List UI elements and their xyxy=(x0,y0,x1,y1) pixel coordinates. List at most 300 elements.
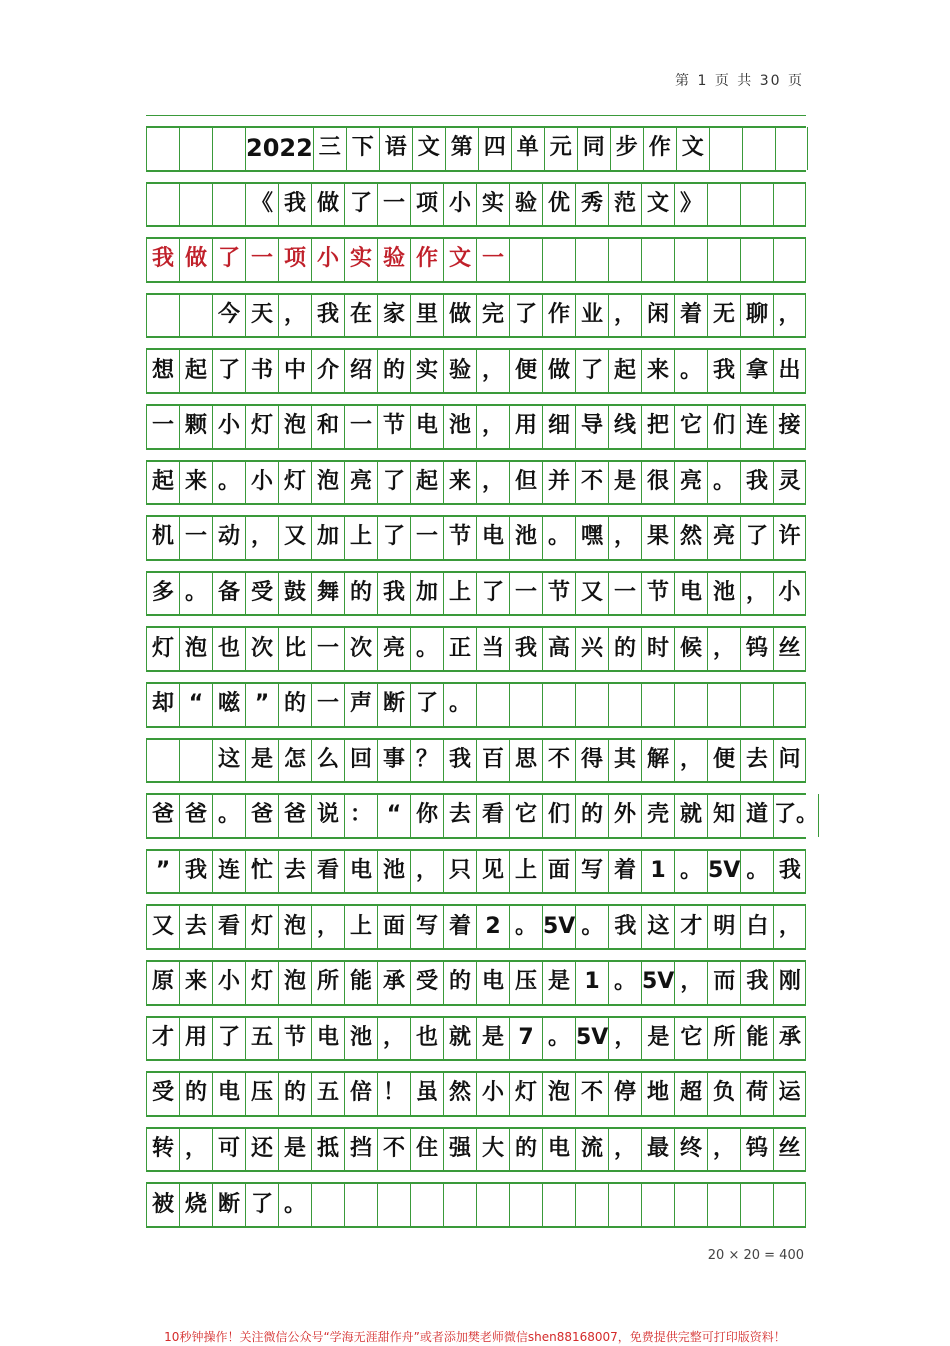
grid-cell: 回 xyxy=(344,739,377,782)
grid-cell: 是 xyxy=(476,1017,509,1060)
grid-cell: ， xyxy=(740,572,773,615)
grid-row xyxy=(146,337,806,393)
grid-cell: 。 xyxy=(707,461,740,504)
grid-cell: 去 xyxy=(740,739,773,782)
grid-cell: 终 xyxy=(674,1128,707,1171)
grid-cell: 负 xyxy=(707,1072,740,1115)
grid-cell: 明 xyxy=(707,905,740,948)
grid-cell: 灵 xyxy=(773,461,806,504)
manuscript-grid xyxy=(146,115,819,1227)
grid-cell: 项 xyxy=(278,238,311,281)
grid-cell: 书 xyxy=(245,349,278,392)
grid-cell: 作 xyxy=(643,127,676,170)
grid-cell: 也 xyxy=(410,1017,443,1060)
grid-cell: “ xyxy=(377,794,410,837)
footer-note: 10秒钟操作！关注微信公众号“学海无涯甜作舟”或者添加樊老师微信shen88168007，免费提供完整可打印版资料！ xyxy=(164,1330,786,1344)
grid-cell: 流 xyxy=(575,1128,608,1171)
grid-cell: 壳 xyxy=(641,794,674,837)
grid-row xyxy=(146,1005,806,1061)
grid-cell: 见 xyxy=(476,850,509,893)
grid-cell: 我 xyxy=(740,461,773,504)
grid-cell: 然 xyxy=(443,1072,476,1115)
grid-cell: 三 xyxy=(313,127,346,170)
grid-cell: 节 xyxy=(278,1017,311,1060)
grid-cell: ” xyxy=(245,683,278,726)
grid-cell: 次 xyxy=(245,627,278,670)
grid-cell: 写 xyxy=(410,905,443,948)
grid-cell: 做 xyxy=(542,349,575,392)
grid-cell: 了 xyxy=(212,238,245,281)
grid-cell: 的 xyxy=(278,1072,311,1115)
grid-cell: 一 xyxy=(476,238,509,281)
grid-cell: 线 xyxy=(608,405,641,448)
grid-cell: 却 xyxy=(146,683,179,726)
grid-cell: 电 xyxy=(212,1072,245,1115)
grid-cell xyxy=(641,683,674,726)
grid-cell: 刚 xyxy=(773,961,806,1004)
grid-cell: 很 xyxy=(641,461,674,504)
grid-cell: 了 xyxy=(212,1017,245,1060)
grid-cell: 灯 xyxy=(245,905,278,948)
grid-cell: 介 xyxy=(311,349,344,392)
grid-cell xyxy=(674,238,707,281)
grid-cell: ， xyxy=(377,1017,410,1060)
grid-cell: 受 xyxy=(410,961,443,1004)
grid-cell: 正 xyxy=(443,627,476,670)
grid-cell: 家 xyxy=(377,294,410,337)
grid-cell: 爸 xyxy=(179,794,212,837)
grid-cell: 一 xyxy=(245,238,278,281)
grid-cell: 《 xyxy=(245,183,278,226)
grid-cell: 是 xyxy=(278,1128,311,1171)
grid-cell: 泡 xyxy=(311,461,344,504)
grid-cell: 许 xyxy=(773,516,806,559)
grid-cell: 导 xyxy=(575,405,608,448)
grid-cell: 虽 xyxy=(410,1072,443,1115)
grid-cell: 泡 xyxy=(278,405,311,448)
grid-cell: 节 xyxy=(542,572,575,615)
grid-cell: 多 xyxy=(146,572,179,615)
grid-cell: 受 xyxy=(146,1072,179,1115)
grid-cell: 起 xyxy=(146,461,179,504)
grid-cell: 池 xyxy=(377,850,410,893)
grid-cell: 一 xyxy=(608,572,641,615)
grid-cell: 小 xyxy=(245,461,278,504)
grid-row xyxy=(146,226,806,282)
grid-cell: 来 xyxy=(179,961,212,1004)
grid-cell: 电 xyxy=(476,961,509,1004)
grid-cell xyxy=(509,238,542,281)
grid-cell: 和 xyxy=(311,405,344,448)
grid-cell: 白 xyxy=(740,905,773,948)
grid-cell: ， xyxy=(476,405,509,448)
grid-cell: 细 xyxy=(542,405,575,448)
grid-cell: 着 xyxy=(608,850,641,893)
grid-cell: 备 xyxy=(212,572,245,615)
grid-row xyxy=(146,393,806,449)
grid-cell: 5V xyxy=(707,850,740,893)
grid-cell: 它 xyxy=(509,794,542,837)
grid-cell: 比 xyxy=(278,627,311,670)
grid-cell: 把 xyxy=(641,405,674,448)
page-number: 第 1 页 共 30 页 xyxy=(675,73,804,89)
grid-cell xyxy=(707,1183,740,1226)
grid-cell: 写 xyxy=(575,850,608,893)
grid-cell: 了 xyxy=(344,183,377,226)
grid-row xyxy=(146,1116,806,1172)
grid-cell xyxy=(775,127,808,170)
grid-cell: 灯 xyxy=(245,961,278,1004)
grid-cell: 但 xyxy=(509,461,542,504)
grid-cell xyxy=(740,238,773,281)
grid-cell: 想 xyxy=(146,349,179,392)
grid-cell: 泡 xyxy=(278,905,311,948)
grid-cell: 百 xyxy=(476,739,509,782)
grid-cell: 了 xyxy=(509,294,542,337)
grid-cell: 是 xyxy=(542,961,575,1004)
grid-cell: 第 xyxy=(445,127,478,170)
grid-row xyxy=(146,671,806,727)
grid-cell: 无 xyxy=(707,294,740,337)
grid-cell: 舞 xyxy=(311,572,344,615)
grid-cell: 所 xyxy=(311,961,344,1004)
grid-cell: 外 xyxy=(608,794,641,837)
grid-cell xyxy=(641,1183,674,1226)
grid-cell: 。 xyxy=(575,905,608,948)
grid-cell: 不 xyxy=(575,461,608,504)
grid-cell: 我 xyxy=(773,850,806,893)
row-cells xyxy=(146,682,806,727)
grid-cell: 》 xyxy=(674,183,707,226)
grid-cell: ， xyxy=(707,1128,740,1171)
grid-cell: 我 xyxy=(179,850,212,893)
grid-cell: 忙 xyxy=(245,850,278,893)
grid-cell xyxy=(476,683,509,726)
grid-cell: 超 xyxy=(674,1072,707,1115)
grid-cell: 鼓 xyxy=(278,572,311,615)
grid-cell: 我 xyxy=(509,627,542,670)
grid-cell: 。 xyxy=(179,572,212,615)
grid-cell: 作 xyxy=(542,294,575,337)
row-cells xyxy=(146,960,806,1005)
grid-cell: 是 xyxy=(641,1017,674,1060)
grid-cell xyxy=(709,127,742,170)
grid-cell: 完 xyxy=(476,294,509,337)
grid-cell: 验 xyxy=(443,349,476,392)
grid-cell xyxy=(146,294,179,337)
grid-cell: 机 xyxy=(146,516,179,559)
grid-cell: 倍 xyxy=(344,1072,377,1115)
grid-cell: 它 xyxy=(674,405,707,448)
row-cells xyxy=(146,626,806,671)
grid-cell: 秀 xyxy=(575,183,608,226)
grid-cell: 候 xyxy=(674,627,707,670)
row-cells xyxy=(146,738,806,783)
grid-cell: 不 xyxy=(377,1128,410,1171)
row-cells xyxy=(146,126,806,171)
grid-cell: 钨 xyxy=(740,1128,773,1171)
grid-cell: 加 xyxy=(410,572,443,615)
grid-cell: 用 xyxy=(509,405,542,448)
grid-cell: 电 xyxy=(674,572,707,615)
grid-cell: 问 xyxy=(773,739,806,782)
grid-cell: 连 xyxy=(212,850,245,893)
grid-cell: 思 xyxy=(509,739,542,782)
grid-cell: 的 xyxy=(179,1072,212,1115)
grid-cell: 嘿 xyxy=(575,516,608,559)
grid-row xyxy=(146,727,806,783)
grid-cell: ， xyxy=(311,905,344,948)
row-cells xyxy=(146,348,806,393)
grid-row xyxy=(146,1060,806,1116)
row-cells xyxy=(146,1016,806,1061)
grid-cell xyxy=(773,1183,806,1226)
grid-cell: 。 xyxy=(542,516,575,559)
grid-cell: 验 xyxy=(377,238,410,281)
grid-cell xyxy=(311,1183,344,1226)
grid-cell: 起 xyxy=(179,349,212,392)
grid-cell xyxy=(146,739,179,782)
grid-cell: 语 xyxy=(379,127,412,170)
grid-cell: 小 xyxy=(311,238,344,281)
grid-cell: 断 xyxy=(212,1183,245,1226)
grid-row xyxy=(146,893,806,949)
grid-cell xyxy=(707,183,740,226)
grid-cell xyxy=(476,1183,509,1226)
grid-cell: 我 xyxy=(608,905,641,948)
grid-cell: 2 xyxy=(476,905,509,948)
grid-cell: 看 xyxy=(476,794,509,837)
grid-cell xyxy=(344,1183,377,1226)
grid-cell: 还 xyxy=(245,1128,278,1171)
grid-cell xyxy=(742,127,775,170)
grid-cell: 便 xyxy=(707,739,740,782)
grid-cell: ， xyxy=(179,1128,212,1171)
grid-cell: 这 xyxy=(212,739,245,782)
grid-cell: 时 xyxy=(641,627,674,670)
grid-cell: 灯 xyxy=(278,461,311,504)
grid-cell: 2022 xyxy=(245,127,313,170)
grid-cell: 可 xyxy=(212,1128,245,1171)
grid-cell: 步 xyxy=(610,127,643,170)
grid-cell: 。 xyxy=(509,905,542,948)
grid-cell: 的 xyxy=(608,627,641,670)
grid-cell: 爸 xyxy=(245,794,278,837)
grid-cell: 的 xyxy=(443,961,476,1004)
grid-cell: 说 xyxy=(311,794,344,837)
grid-cell: 丝 xyxy=(773,1128,806,1171)
grid-cell: 烧 xyxy=(179,1183,212,1226)
grid-cell: 便 xyxy=(509,349,542,392)
grid-cell: 我 xyxy=(443,739,476,782)
grid-cell: 断 xyxy=(377,683,410,726)
grid-cell: 天 xyxy=(245,294,278,337)
grid-cell: 的 xyxy=(509,1128,542,1171)
grid-cell: ？ xyxy=(410,739,443,782)
grid-cell: ， xyxy=(674,739,707,782)
grid-cell: 爸 xyxy=(146,794,179,837)
grid-cell: 小 xyxy=(212,405,245,448)
grid-cell: 同 xyxy=(577,127,610,170)
grid-cell: ， xyxy=(773,905,806,948)
grid-cell: 又 xyxy=(278,516,311,559)
grid-cell: 地 xyxy=(641,1072,674,1115)
grid-cell: 就 xyxy=(443,1017,476,1060)
grid-cell: 范 xyxy=(608,183,641,226)
grid-cell: 一 xyxy=(509,572,542,615)
grid-cell: 爸 xyxy=(278,794,311,837)
grid-cell: 电 xyxy=(344,850,377,893)
grid-cell: 兴 xyxy=(575,627,608,670)
grid-cell: 了 xyxy=(476,572,509,615)
grid-cell: 次 xyxy=(344,627,377,670)
grid-cell: 住 xyxy=(410,1128,443,1171)
grid-cell xyxy=(608,1183,641,1226)
grid-row xyxy=(146,504,806,560)
grid-cell: 怎 xyxy=(278,739,311,782)
grid-cell: 。 xyxy=(542,1017,575,1060)
grid-cell: 你 xyxy=(410,794,443,837)
grid-cell: ， xyxy=(707,627,740,670)
grid-cell: 文 xyxy=(412,127,445,170)
row-cells xyxy=(146,1071,806,1116)
grid-cell: 又 xyxy=(575,572,608,615)
grid-cell: 。 xyxy=(674,850,707,893)
grid-cell: 起 xyxy=(410,461,443,504)
grid-cell xyxy=(542,238,575,281)
grid-cell: 了 xyxy=(377,516,410,559)
grid-cell: 的 xyxy=(344,572,377,615)
grid-cell: 去 xyxy=(443,794,476,837)
grid-cell: 做 xyxy=(443,294,476,337)
grid-cell: 不 xyxy=(575,1072,608,1115)
grid-cell: 5V xyxy=(542,905,575,948)
grid-cell: 面 xyxy=(377,905,410,948)
grid-cell: 拿 xyxy=(740,349,773,392)
grid-cell: 的 xyxy=(575,794,608,837)
grid-cell: 。 xyxy=(443,683,476,726)
grid-cell: 小 xyxy=(443,183,476,226)
grid-cell: 节 xyxy=(443,516,476,559)
grid-cell xyxy=(377,1183,410,1226)
grid-cell: 闲 xyxy=(641,294,674,337)
grid-cell: 7 xyxy=(509,1017,542,1060)
grid-cell xyxy=(575,683,608,726)
row-cells xyxy=(146,1182,806,1227)
grid-cell: 。 xyxy=(608,961,641,1004)
grid-cell: 得 xyxy=(575,739,608,782)
grid-cell: 看 xyxy=(212,905,245,948)
grid-cell: 验 xyxy=(509,183,542,226)
grid-cell: 节 xyxy=(377,405,410,448)
grid-cell xyxy=(575,1183,608,1226)
grid-cell xyxy=(608,683,641,726)
grid-cell: 一 xyxy=(146,405,179,448)
grid-cell: ， xyxy=(476,349,509,392)
grid-cell: 单 xyxy=(511,127,544,170)
grid-cell: 池 xyxy=(344,1017,377,1060)
grid-cell: 么 xyxy=(311,739,344,782)
grid-cell: 压 xyxy=(509,961,542,1004)
grid-cell xyxy=(179,183,212,226)
grid-cell: 四 xyxy=(478,127,511,170)
grid-cell: 灯 xyxy=(146,627,179,670)
grid-cell: 来 xyxy=(179,461,212,504)
grid-cell: 最 xyxy=(641,1128,674,1171)
grid-cell: 用 xyxy=(179,1017,212,1060)
grid-cell: 能 xyxy=(344,961,377,1004)
grid-row xyxy=(146,949,806,1005)
grid-cell: 灯 xyxy=(245,405,278,448)
grid-cell: 实 xyxy=(476,183,509,226)
grid-cell: 。 xyxy=(212,794,245,837)
grid-cell: 一 xyxy=(410,516,443,559)
grid-cell: 项 xyxy=(410,183,443,226)
grid-cell: 荷 xyxy=(740,1072,773,1115)
grid-cell: ， xyxy=(608,516,641,559)
grid-cell xyxy=(146,183,179,226)
row-cells xyxy=(146,849,806,894)
grid-cell: 一 xyxy=(344,405,377,448)
grid-cell xyxy=(542,683,575,726)
grid-cell: 了 xyxy=(740,516,773,559)
grid-cell: 我 xyxy=(278,183,311,226)
grid-cell: 泡 xyxy=(542,1072,575,1115)
grid-cell: 停 xyxy=(608,1072,641,1115)
grid-cell: 抵 xyxy=(311,1128,344,1171)
grid-cell: 池 xyxy=(707,572,740,615)
grid-cell: 。 xyxy=(410,627,443,670)
grid-cell: 承 xyxy=(773,1017,806,1060)
grid-cell xyxy=(212,183,245,226)
grid-cell xyxy=(179,294,212,337)
grid-cell xyxy=(773,183,806,226)
row-cells xyxy=(146,904,806,949)
grid-cell: ， xyxy=(674,961,707,1004)
grid-cell: 去 xyxy=(278,850,311,893)
grid-cell: ， xyxy=(608,1128,641,1171)
grid-cell: 面 xyxy=(542,850,575,893)
row-cells xyxy=(146,404,806,449)
grid-cell: 挡 xyxy=(344,1128,377,1171)
grid-cell xyxy=(674,1183,707,1226)
grid-cell: 上 xyxy=(344,905,377,948)
grid-bottom-border xyxy=(146,1227,806,1228)
grid-cell: ” xyxy=(146,850,179,893)
grid-cell: 能 xyxy=(740,1017,773,1060)
grid-cell: 灯 xyxy=(509,1072,542,1115)
grid-cell: 。 xyxy=(674,349,707,392)
grid-cell: 里 xyxy=(410,294,443,337)
grid-cell xyxy=(443,1183,476,1226)
grid-row xyxy=(146,449,806,505)
grid-count: 20 × 20 = 400 xyxy=(707,1248,804,1263)
grid-cell: 实 xyxy=(344,238,377,281)
grid-cell: 。 xyxy=(740,850,773,893)
grid-cell xyxy=(773,238,806,281)
grid-cell: 压 xyxy=(245,1072,278,1115)
grid-cell: 电 xyxy=(542,1128,575,1171)
grid-cell: 做 xyxy=(311,183,344,226)
grid-cell: 我 xyxy=(146,238,179,281)
grid-cell xyxy=(146,127,179,170)
grid-cell xyxy=(740,183,773,226)
grid-cell: ， xyxy=(278,294,311,337)
grid-cell: 事 xyxy=(377,739,410,782)
grid-cell: 聊 xyxy=(740,294,773,337)
grid-cell: 我 xyxy=(707,349,740,392)
grid-cell: 池 xyxy=(509,516,542,559)
